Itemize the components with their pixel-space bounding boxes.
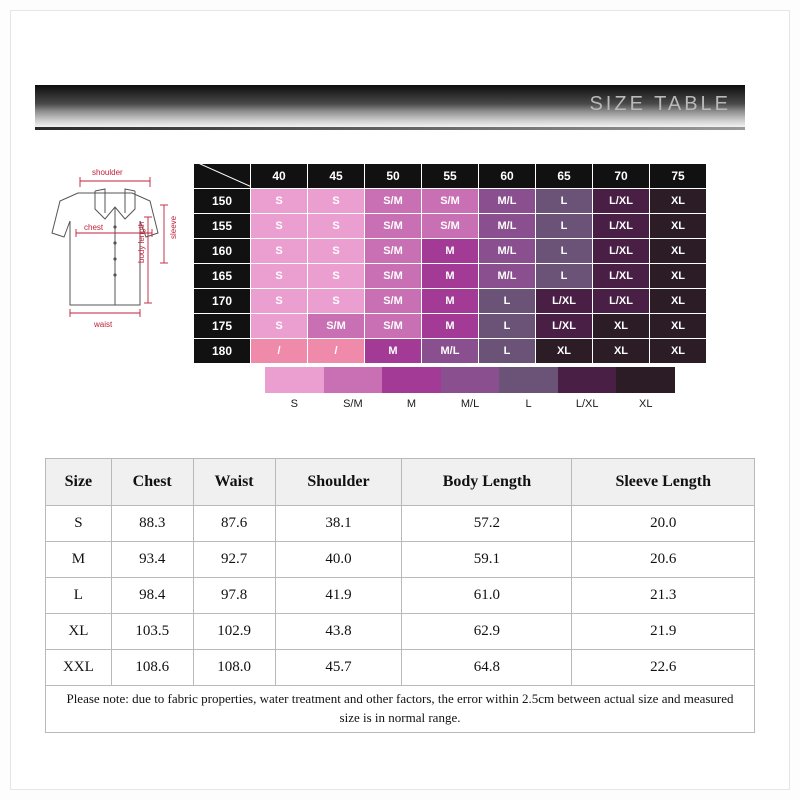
size-grid-cell: S <box>251 314 308 339</box>
size-grid-row <box>194 239 707 264</box>
measurement-cell: S <box>46 506 112 542</box>
measurement-column-header: Chest <box>111 459 193 506</box>
size-grid-col-header: 70 <box>593 164 650 189</box>
measurement-note-row <box>46 686 755 733</box>
diagram-label-sleeve: sleeve <box>169 215 178 239</box>
legend-label: S/M <box>343 398 363 410</box>
measurement-cell: 92.7 <box>193 542 275 578</box>
measurement-cell: 22.6 <box>572 650 755 686</box>
size-grid-cell: M/L <box>479 264 536 289</box>
measurement-cell: 61.0 <box>402 578 572 614</box>
size-grid-row-header: 180 <box>194 339 251 364</box>
measurement-cell: M <box>46 542 112 578</box>
size-grid-cell: L/XL <box>593 289 650 314</box>
size-grid-cell: L <box>536 214 593 239</box>
size-grid <box>193 163 707 364</box>
size-grid-cell: S/M <box>422 214 479 239</box>
size-legend <box>265 367 675 410</box>
size-grid-table <box>193 163 707 364</box>
legend-label: L/XL <box>575 398 599 410</box>
size-grid-row <box>194 264 707 289</box>
measurement-cell: 98.4 <box>111 578 193 614</box>
measurement-cell: 102.9 <box>193 614 275 650</box>
size-grid-cell: XL <box>650 239 707 264</box>
measurement-cell: XXL <box>46 650 112 686</box>
banner-underline <box>35 127 745 130</box>
size-grid-cell: M <box>422 239 479 264</box>
measurement-cell: 38.1 <box>275 506 402 542</box>
measurement-table <box>45 458 755 733</box>
size-grid-cell: L <box>536 239 593 264</box>
legend-label: M <box>406 398 417 410</box>
measurement-cell: 103.5 <box>111 614 193 650</box>
size-grid-cell: XL <box>536 339 593 364</box>
size-grid-cell: L <box>479 314 536 339</box>
measurement-cell: 41.9 <box>275 578 402 614</box>
legend-swatch <box>324 367 383 393</box>
measurement-cell: 59.1 <box>402 542 572 578</box>
size-grid-header-row <box>194 164 707 189</box>
table-row <box>46 506 755 542</box>
size-grid-cell: M/L <box>422 339 479 364</box>
size-grid-col-header: 55 <box>422 164 479 189</box>
size-grid-cell: S <box>308 264 365 289</box>
size-grid-col-header: 65 <box>536 164 593 189</box>
size-grid-cell: L/XL <box>536 314 593 339</box>
size-grid-cell: XL <box>650 314 707 339</box>
legend-swatch <box>558 367 617 393</box>
size-grid-cell: S/M <box>365 264 422 289</box>
measurement-cell: 21.9 <box>572 614 755 650</box>
legend-swatch <box>265 367 324 393</box>
size-grid-cell: S/M <box>365 314 422 339</box>
size-grid-col-header: 75 <box>650 164 707 189</box>
measurement-cell: 45.7 <box>275 650 402 686</box>
table-row <box>46 650 755 686</box>
measurement-cell: 64.8 <box>402 650 572 686</box>
size-grid-cell: S <box>251 264 308 289</box>
size-grid-row-header: 155 <box>194 214 251 239</box>
shirt-diagram-svg <box>40 155 190 340</box>
size-grid-cell: S <box>251 189 308 214</box>
measurement-cell: 62.9 <box>402 614 572 650</box>
size-grid-row <box>194 189 707 214</box>
legend-swatches <box>265 367 675 393</box>
measurement-cell: 20.6 <box>572 542 755 578</box>
size-grid-row-header: 175 <box>194 314 251 339</box>
measurement-cell: 21.3 <box>572 578 755 614</box>
size-grid-cell: S <box>251 214 308 239</box>
measurement-cell: 88.3 <box>111 506 193 542</box>
size-grid-row <box>194 214 707 239</box>
measurement-column-header: Body Length <box>402 459 572 506</box>
size-grid-cell: XL <box>650 189 707 214</box>
page-title: SIZE TABLE <box>589 93 731 115</box>
size-grid-cell: S/M <box>365 289 422 314</box>
measurement-table-wrap <box>45 458 755 733</box>
size-grid-cell: / <box>251 339 308 364</box>
size-grid-cell: L/XL <box>593 189 650 214</box>
diagram-label-waist: waist <box>94 320 113 329</box>
size-grid-cell: / <box>308 339 365 364</box>
size-grid-cell: L/XL <box>536 289 593 314</box>
measurement-header-row <box>46 459 755 506</box>
legend-label: S <box>290 398 298 410</box>
shirt-diagram <box>40 155 190 340</box>
size-grid-cell: XL <box>650 214 707 239</box>
size-grid-cell: S/M <box>422 189 479 214</box>
size-grid-cell: S <box>251 239 308 264</box>
size-grid-cell: XL <box>593 339 650 364</box>
table-row <box>46 542 755 578</box>
size-grid-row-header: 160 <box>194 239 251 264</box>
size-grid-cell: M/L <box>479 189 536 214</box>
measurement-column-header: Size <box>46 459 112 506</box>
measurement-column-header: Sleeve Length <box>572 459 755 506</box>
measurement-cell: 43.8 <box>275 614 402 650</box>
legend-label: M/L <box>460 398 480 410</box>
size-grid-row-header: 150 <box>194 189 251 214</box>
size-grid-cell: M/L <box>479 214 536 239</box>
measurement-column-header: Waist <box>193 459 275 506</box>
measurement-cell: 97.8 <box>193 578 275 614</box>
legend-swatch <box>382 367 441 393</box>
header-banner <box>35 85 745 127</box>
measurement-cell: XL <box>46 614 112 650</box>
size-grid-cell: S <box>308 214 365 239</box>
size-grid-cell: XL <box>593 314 650 339</box>
size-grid-col-header: 60 <box>479 164 536 189</box>
size-grid-row <box>194 339 707 364</box>
size-grid-cell: M <box>365 339 422 364</box>
measurement-cell: 20.0 <box>572 506 755 542</box>
size-grid-row-header: 165 <box>194 264 251 289</box>
size-grid-cell: M <box>422 264 479 289</box>
legend-swatch <box>441 367 500 393</box>
diagram-label-shoulder: shoulder <box>92 168 123 177</box>
size-grid-cell: L/XL <box>593 239 650 264</box>
table-row <box>46 614 755 650</box>
size-grid-cell: M <box>422 289 479 314</box>
size-grid-cell: S <box>308 289 365 314</box>
size-grid-cell: L <box>536 264 593 289</box>
size-grid-cell: L <box>479 339 536 364</box>
size-grid-cell: L/XL <box>593 264 650 289</box>
size-grid-cell: M/L <box>479 239 536 264</box>
size-grid-row <box>194 289 707 314</box>
measurement-cell: 108.6 <box>111 650 193 686</box>
table-row <box>46 578 755 614</box>
size-grid-cell: S/M <box>308 314 365 339</box>
size-grid-cell: S/M <box>365 189 422 214</box>
measurement-cell: 87.6 <box>193 506 275 542</box>
legend-labels <box>265 398 675 410</box>
size-grid-cell: L/XL <box>593 214 650 239</box>
legend-label: XL <box>639 398 653 410</box>
size-grid-cell: S/M <box>365 214 422 239</box>
measurement-cell: 93.4 <box>111 542 193 578</box>
measurement-cell: 40.0 <box>275 542 402 578</box>
size-grid-cell: XL <box>650 339 707 364</box>
size-grid-cell: S <box>251 289 308 314</box>
size-grid-cell: S <box>308 239 365 264</box>
size-grid-cell: M <box>422 314 479 339</box>
diagram-label-chest: chest <box>84 223 104 232</box>
size-grid-row <box>194 314 707 339</box>
size-grid-cell: L <box>479 289 536 314</box>
size-grid-col-header: 45 <box>308 164 365 189</box>
size-grid-cell: L <box>536 189 593 214</box>
measurement-cell: L <box>46 578 112 614</box>
size-grid-cell: XL <box>650 289 707 314</box>
size-grid-corner-cell <box>194 164 251 189</box>
legend-swatch <box>499 367 558 393</box>
measurement-cell: 108.0 <box>193 650 275 686</box>
legend-swatch <box>616 367 675 393</box>
legend-label: L <box>525 398 532 410</box>
size-grid-row-header: 170 <box>194 289 251 314</box>
size-grid-cell: XL <box>650 264 707 289</box>
size-grid-col-header: 50 <box>365 164 422 189</box>
size-grid-col-header: 40 <box>251 164 308 189</box>
size-grid-cell: S/M <box>365 239 422 264</box>
size-grid-cell: S <box>308 189 365 214</box>
measurement-column-header: Shoulder <box>275 459 402 506</box>
measurement-cell: 57.2 <box>402 506 572 542</box>
measurement-note: Please note: due to fabric properties, water treatment and other factors, the error within 2.5cm between actual size and measured size is in normal range. <box>46 686 755 733</box>
diagram-label-body-length: body length <box>137 221 146 263</box>
